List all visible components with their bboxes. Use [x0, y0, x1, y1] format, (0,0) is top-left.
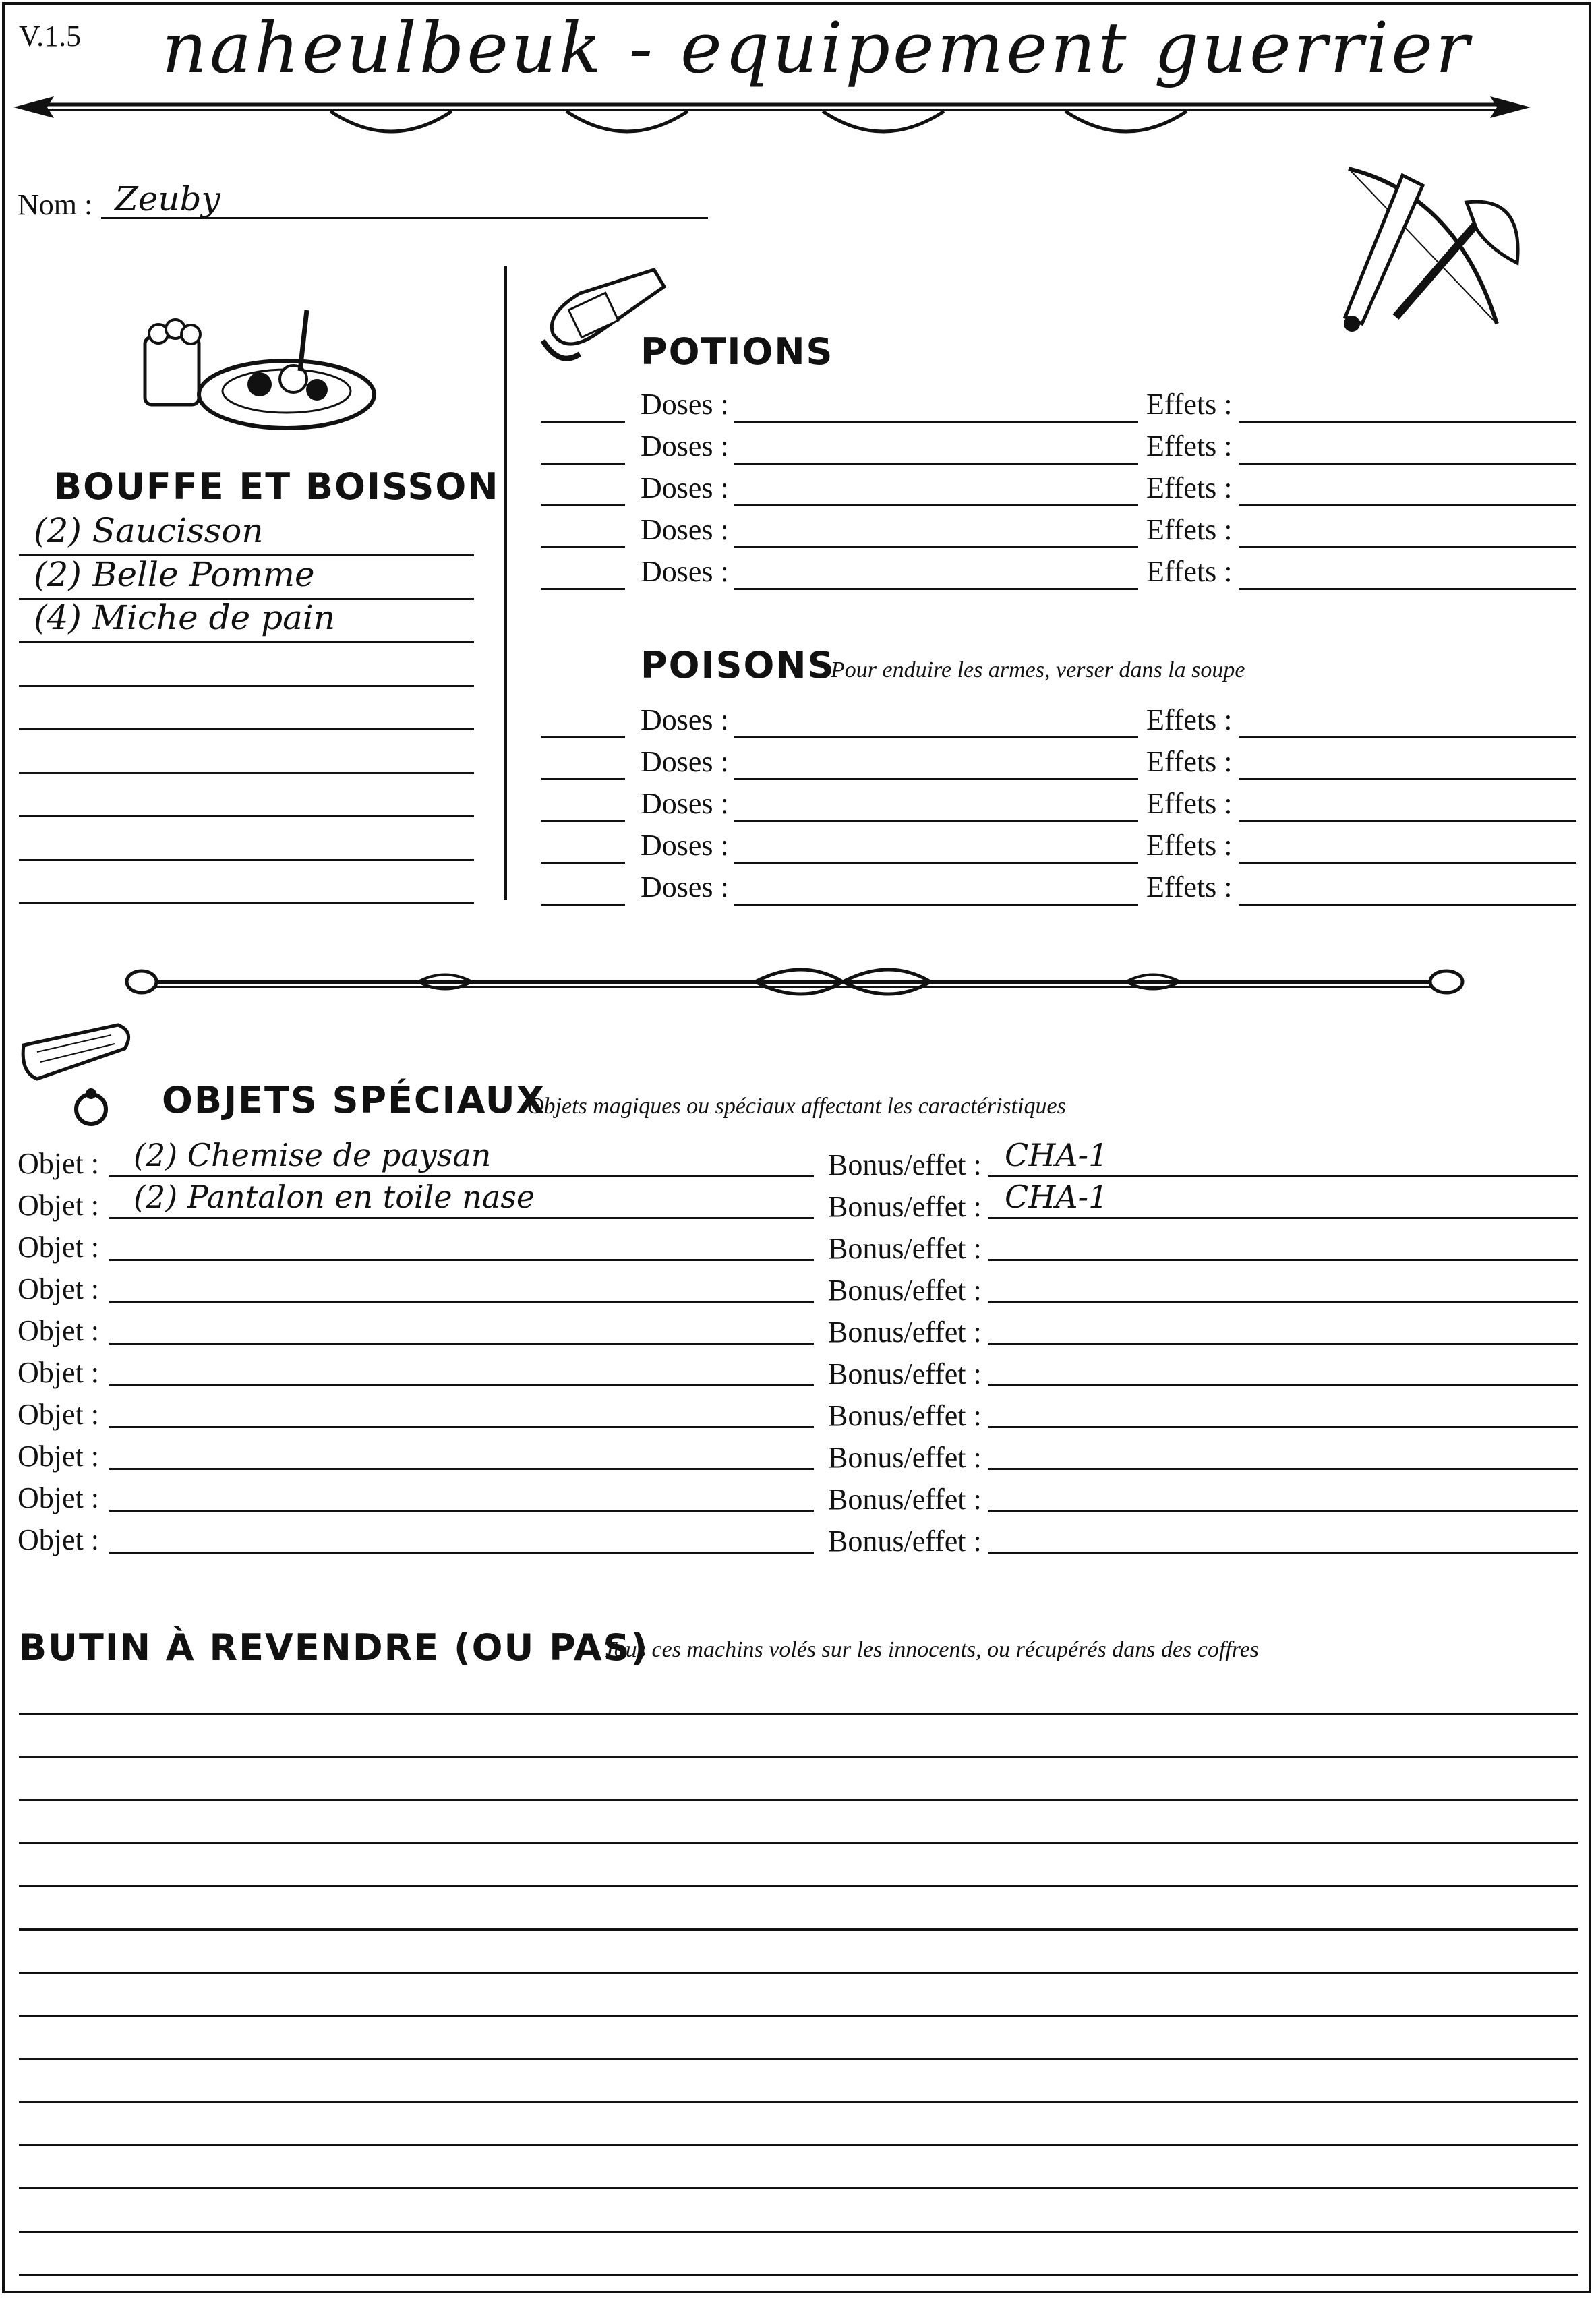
effets-label: Effets : [1146, 787, 1233, 820]
food-line [19, 641, 474, 643]
qty-line[interactable] [541, 504, 625, 506]
bonus-label: Bonus/effet : [828, 1190, 982, 1223]
special-subtitle: Objets magiques ou spéciaux affectant les caractéristiques [527, 1094, 1066, 1119]
qty-line[interactable] [541, 421, 625, 423]
objet-label: Objet : [18, 1440, 99, 1473]
effets-field[interactable] [1239, 904, 1576, 906]
poisons-subtitle: Pour enduire les armes, verser dans la soupe [831, 657, 1245, 682]
food-item[interactable]: (2) Belle Pomme [34, 554, 315, 594]
bonus-label: Bonus/effet : [828, 1148, 982, 1181]
doses-field[interactable] [734, 546, 1138, 548]
effets-field[interactable] [1239, 421, 1576, 423]
butin-line[interactable] [19, 2231, 1578, 2233]
effets-field[interactable] [1239, 778, 1576, 780]
butin-line[interactable] [19, 2187, 1578, 2189]
version-label: V.1.5 [19, 20, 82, 53]
doses-field[interactable] [734, 862, 1138, 864]
doses-label: Doses : [641, 430, 729, 463]
bonus-label: Bonus/effet : [828, 1357, 982, 1390]
nom-value[interactable]: Zeuby [115, 179, 220, 218]
butin-line[interactable] [19, 1756, 1578, 1758]
bonus-label: Bonus/effet : [828, 1483, 982, 1516]
butin-line[interactable] [19, 2274, 1578, 2276]
effets-field[interactable] [1239, 862, 1576, 864]
doses-label: Doses : [641, 745, 729, 778]
butin-line[interactable] [19, 2101, 1578, 2103]
objet-line [109, 1301, 814, 1303]
objet-value[interactable]: (2) Chemise de paysan [134, 1137, 492, 1173]
objet-line [109, 1426, 814, 1428]
objet-label: Objet : [18, 1189, 99, 1222]
bonus-label: Bonus/effet : [828, 1232, 982, 1265]
qty-line[interactable] [541, 736, 625, 738]
qty-line[interactable] [541, 778, 625, 780]
objet-line [109, 1217, 814, 1219]
doses-label: Doses : [641, 513, 729, 546]
food-item[interactable]: (2) Saucisson [34, 511, 264, 550]
bonus-line [988, 1510, 1578, 1512]
doses-label: Doses : [641, 829, 729, 862]
qty-line[interactable] [541, 904, 625, 906]
bonus-line [988, 1301, 1578, 1303]
bonus-line [988, 1384, 1578, 1386]
objet-line [109, 1552, 814, 1554]
doses-label: Doses : [641, 703, 729, 736]
objet-label: Objet : [18, 1272, 99, 1305]
butin-line[interactable] [19, 2015, 1578, 2017]
objet-label: Objet : [18, 1314, 99, 1347]
objet-label: Objet : [18, 1398, 99, 1431]
effets-label: Effets : [1146, 388, 1233, 421]
doses-field[interactable] [734, 504, 1138, 506]
effets-label: Effets : [1146, 430, 1233, 463]
butin-heading: BUTIN À REVENDRE (OU PAS) [19, 1626, 649, 1669]
page-title: naheulbeuk - equipement guerrier [162, 7, 1472, 89]
food-line [19, 728, 474, 730]
effets-field[interactable] [1239, 588, 1576, 590]
objet-line [109, 1510, 814, 1512]
scroll-ring-icon [17, 1018, 158, 1133]
food-line [19, 902, 474, 904]
butin-line[interactable] [19, 1842, 1578, 1844]
objet-label: Objet : [18, 1231, 99, 1264]
doses-field[interactable] [734, 421, 1138, 423]
doses-label: Doses : [641, 388, 729, 421]
objet-line [109, 1468, 814, 1470]
food-line [19, 815, 474, 817]
objet-label: Objet : [18, 1356, 99, 1389]
doses-field[interactable] [734, 904, 1138, 906]
bonus-label: Bonus/effet : [828, 1274, 982, 1307]
effets-label: Effets : [1146, 871, 1233, 904]
butin-line[interactable] [19, 2058, 1578, 2060]
objet-line [109, 1175, 814, 1177]
effets-label: Effets : [1146, 829, 1233, 862]
food-platter-icon [138, 303, 381, 438]
butin-line[interactable] [19, 1928, 1578, 1931]
bonus-line [988, 1343, 1578, 1345]
special-heading: OBJETS SPÉCIAUX [162, 1079, 546, 1121]
bonus-line [988, 1468, 1578, 1470]
spear-divider-icon [13, 84, 1531, 152]
objet-label: Objet : [18, 1481, 99, 1514]
doses-field[interactable] [734, 778, 1138, 780]
bonus-line [988, 1552, 1578, 1554]
effets-label: Effets : [1146, 745, 1233, 778]
doses-field[interactable] [734, 820, 1138, 822]
effets-field[interactable] [1239, 736, 1576, 738]
effets-field[interactable] [1239, 504, 1576, 506]
bonus-value[interactable]: CHA-1 [1005, 1179, 1109, 1215]
qty-line[interactable] [541, 463, 625, 465]
butin-line[interactable] [19, 1972, 1578, 1974]
doses-field[interactable] [734, 736, 1138, 738]
poisons-heading: POISONS [641, 644, 835, 686]
butin-subtitle: Tous ces machins volés sur les innocents, ou récupérés dans des coffres [603, 1637, 1260, 1662]
bonus-label: Bonus/effet : [828, 1525, 982, 1558]
staff-divider-icon [128, 958, 1463, 1005]
column-divider [504, 266, 507, 900]
objet-line [109, 1259, 814, 1261]
butin-line[interactable] [19, 2144, 1578, 2146]
bonus-label: Bonus/effet : [828, 1316, 982, 1349]
effets-label: Effets : [1146, 555, 1233, 588]
potions-heading: POTIONS [641, 330, 834, 373]
effets-label: Effets : [1146, 471, 1233, 504]
objet-label: Objet : [18, 1147, 99, 1180]
qty-line[interactable] [541, 862, 625, 864]
butin-line[interactable] [19, 1799, 1578, 1801]
qty-line[interactable] [541, 546, 625, 548]
bonus-label: Bonus/effet : [828, 1399, 982, 1432]
food-line [19, 859, 474, 861]
crossed-weapons-icon [1322, 155, 1537, 337]
butin-line[interactable] [19, 1713, 1578, 1715]
food-item[interactable]: (4) Miche de pain [34, 598, 336, 637]
food-heading: BOUFFE ET BOISSON [54, 465, 500, 508]
objet-line [109, 1343, 814, 1345]
effets-label: Effets : [1146, 513, 1233, 546]
doses-field[interactable] [734, 588, 1138, 590]
food-line [19, 685, 474, 687]
doses-label: Doses : [641, 871, 729, 904]
objet-line [109, 1384, 814, 1386]
bonus-line [988, 1426, 1578, 1428]
bonus-value[interactable]: CHA-1 [1005, 1137, 1109, 1173]
bonus-label: Bonus/effet : [828, 1441, 982, 1474]
bonus-line [988, 1259, 1578, 1261]
effets-label: Effets : [1146, 703, 1233, 736]
qty-line[interactable] [541, 588, 625, 590]
bonus-line [988, 1175, 1578, 1177]
butin-line[interactable] [19, 1885, 1578, 1887]
doses-label: Doses : [641, 471, 729, 504]
bonus-line [988, 1217, 1578, 1219]
objet-label: Objet : [18, 1523, 99, 1556]
doses-label: Doses : [641, 787, 729, 820]
effets-field[interactable] [1239, 546, 1576, 548]
qty-line[interactable] [541, 820, 625, 822]
nom-line [101, 217, 708, 219]
effets-field[interactable] [1239, 820, 1576, 822]
effets-field[interactable] [1239, 463, 1576, 465]
doses-field[interactable] [734, 463, 1138, 465]
objet-value[interactable]: (2) Pantalon en toile nase [134, 1179, 535, 1215]
nom-label: Nom : [18, 188, 93, 221]
food-line [19, 772, 474, 774]
doses-label: Doses : [641, 555, 729, 588]
